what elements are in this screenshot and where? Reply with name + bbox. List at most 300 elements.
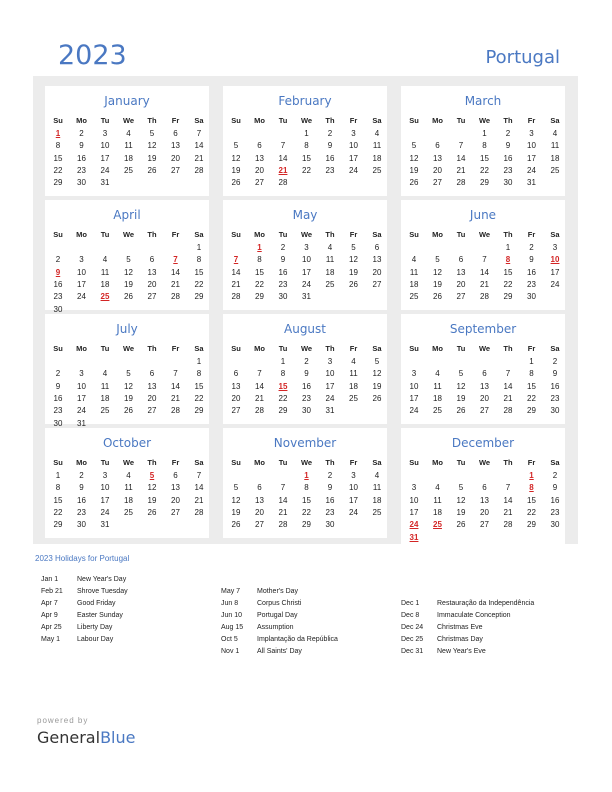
weekday-label: Tu bbox=[456, 230, 466, 239]
day-cell: 3 bbox=[304, 243, 309, 252]
day-cell: 4 bbox=[126, 471, 131, 480]
day-cell: 15 bbox=[194, 267, 204, 277]
day-cell: 28 bbox=[231, 292, 241, 302]
day-cell: 7 bbox=[257, 369, 262, 379]
day-cell: 6 bbox=[149, 369, 155, 379]
day-cell: 27 bbox=[255, 178, 264, 188]
day-cell: 21 bbox=[480, 279, 489, 289]
holiday-date: Apr 9 bbox=[41, 612, 58, 619]
day-cell: 20 bbox=[171, 153, 180, 163]
holiday-row bbox=[401, 600, 534, 607]
holiday-row bbox=[401, 624, 483, 631]
day-cell: 3 bbox=[351, 471, 356, 480]
holiday-day-cell: 1 bbox=[529, 471, 534, 480]
day-cell: 6 bbox=[173, 471, 178, 480]
day-cell: 9 bbox=[55, 381, 61, 391]
day-cell: 10 bbox=[349, 141, 358, 151]
day-cell: 28 bbox=[503, 406, 513, 416]
day-cell: 14 bbox=[255, 381, 264, 391]
weekday-label: Mo bbox=[254, 116, 265, 125]
weekday-label: Sa bbox=[372, 230, 382, 239]
weekday-label: Su bbox=[409, 116, 419, 125]
holiday-day-cell: 7 bbox=[173, 255, 178, 265]
day-cell: 29 bbox=[480, 178, 489, 188]
day-cell: 9 bbox=[327, 141, 333, 151]
day-cell: 28 bbox=[278, 520, 288, 530]
year-title: 2023 bbox=[58, 40, 127, 71]
day-cell: 29 bbox=[503, 292, 513, 302]
day-cell: 2 bbox=[505, 129, 511, 138]
day-cell: 28 bbox=[456, 178, 466, 188]
day-cell: 20 bbox=[372, 267, 382, 277]
day-cell: 21 bbox=[255, 393, 264, 403]
holiday-day-cell: 21 bbox=[278, 165, 288, 175]
holiday-row bbox=[221, 636, 338, 643]
day-cell: 27 bbox=[231, 406, 241, 416]
day-cell: 5 bbox=[374, 357, 380, 366]
day-cell: 9 bbox=[505, 141, 511, 151]
day-cell: 25 bbox=[372, 507, 382, 517]
powered-by-text: powered by bbox=[37, 716, 89, 725]
weekday-label: Sa bbox=[372, 344, 382, 353]
holiday-row bbox=[41, 588, 128, 595]
weekday-label: Mo bbox=[76, 230, 87, 239]
day-cell: 19 bbox=[124, 279, 133, 289]
day-cell: 24 bbox=[100, 165, 110, 175]
day-cell: 5 bbox=[435, 255, 440, 265]
day-cell: 6 bbox=[173, 129, 178, 138]
day-cell: 13 bbox=[255, 153, 264, 163]
day-cell: 20 bbox=[480, 507, 489, 517]
holiday-day-cell: 1 bbox=[304, 471, 309, 480]
weekday-label: Th bbox=[147, 230, 157, 239]
weekday-label: Sa bbox=[372, 116, 382, 125]
day-cell: 11 bbox=[433, 495, 442, 505]
day-cell: 28 bbox=[278, 178, 288, 188]
day-cell: 5 bbox=[458, 483, 464, 493]
day-cell: 9 bbox=[79, 483, 84, 493]
holiday-date: Jun 8 bbox=[221, 600, 239, 607]
weekday-label: Tu bbox=[100, 458, 110, 467]
holiday-name: Corpus Christi bbox=[257, 600, 302, 607]
day-cell: 17 bbox=[325, 381, 335, 391]
day-cell: 24 bbox=[77, 406, 86, 416]
month-april bbox=[45, 200, 209, 314]
weekday-label: Mo bbox=[254, 458, 265, 467]
weekday-label: Th bbox=[503, 116, 513, 125]
day-cell: 10 bbox=[527, 141, 536, 151]
day-cell: 18 bbox=[372, 495, 382, 505]
day-cell: 23 bbox=[325, 165, 335, 175]
day-cell: 8 bbox=[280, 369, 286, 379]
day-cell: 4 bbox=[435, 483, 440, 493]
day-cell: 23 bbox=[77, 165, 86, 175]
holiday-date: Dec 31 bbox=[401, 648, 424, 655]
day-cell: 17 bbox=[100, 495, 110, 505]
day-cell: 19 bbox=[433, 279, 442, 289]
day-cell: 21 bbox=[231, 279, 241, 289]
day-cell: 9 bbox=[304, 369, 309, 379]
day-cell: 25 bbox=[372, 165, 382, 175]
holiday-name: Mother's Day bbox=[257, 588, 299, 595]
day-cell: 21 bbox=[171, 279, 180, 289]
month-february bbox=[223, 86, 387, 196]
day-cell: 16 bbox=[503, 153, 513, 163]
weekday-label: We bbox=[478, 230, 491, 239]
day-cell: 3 bbox=[327, 357, 333, 366]
holiday-day-cell: 8 bbox=[505, 255, 511, 265]
weekday-label: We bbox=[478, 344, 491, 353]
day-cell: 27 bbox=[456, 292, 466, 302]
month-may bbox=[223, 200, 387, 310]
weekday-label: Tu bbox=[278, 116, 288, 125]
day-cell: 20 bbox=[255, 507, 264, 517]
day-cell: 13 bbox=[372, 255, 382, 265]
day-cell: 8 bbox=[304, 483, 309, 493]
holiday-date: May 1 bbox=[41, 636, 61, 643]
holiday-day-cell: 25 bbox=[433, 520, 442, 530]
day-cell: 17 bbox=[302, 267, 311, 277]
day-cell: 22 bbox=[527, 393, 536, 403]
day-cell: 6 bbox=[257, 141, 262, 151]
day-cell: 22 bbox=[53, 165, 63, 175]
day-cell: 30 bbox=[53, 418, 63, 428]
day-cell: 18 bbox=[325, 267, 335, 277]
day-cell: 9 bbox=[552, 483, 558, 493]
day-cell: 23 bbox=[503, 165, 513, 175]
day-cell: 29 bbox=[527, 406, 536, 416]
day-cell: 3 bbox=[79, 255, 84, 265]
day-cell: 16 bbox=[550, 381, 560, 391]
day-cell: 26 bbox=[372, 393, 382, 403]
day-cell: 18 bbox=[124, 495, 133, 505]
day-cell: 25 bbox=[409, 292, 419, 302]
weekday-label: Th bbox=[147, 116, 157, 125]
weekday-label: We bbox=[122, 116, 135, 125]
weekday-label: Tu bbox=[278, 344, 288, 353]
holiday-row bbox=[401, 612, 511, 619]
day-cell: 2 bbox=[327, 129, 333, 138]
day-cell: 6 bbox=[458, 255, 464, 265]
day-cell: 11 bbox=[124, 483, 133, 493]
day-cell: 27 bbox=[171, 507, 180, 517]
day-cell: 22 bbox=[302, 507, 311, 517]
month-title: September bbox=[449, 322, 517, 336]
day-cell: 3 bbox=[102, 471, 108, 480]
day-cell: 2 bbox=[79, 471, 84, 480]
holiday-name: Labour Day bbox=[77, 636, 114, 643]
day-cell: 2 bbox=[327, 471, 333, 480]
month-december bbox=[401, 428, 565, 552]
day-cell: 26 bbox=[433, 292, 442, 302]
weekday-label: Mo bbox=[76, 458, 87, 467]
weekday-label: Su bbox=[409, 458, 419, 467]
day-cell: 23 bbox=[77, 507, 86, 517]
day-cell: 14 bbox=[171, 381, 180, 391]
weekday-label: Sa bbox=[550, 458, 560, 467]
day-cell: 18 bbox=[100, 279, 110, 289]
day-cell: 14 bbox=[171, 267, 180, 277]
holiday-day-cell: 15 bbox=[278, 381, 288, 391]
day-cell: 14 bbox=[278, 495, 288, 505]
day-cell: 8 bbox=[196, 255, 202, 265]
day-cell: 23 bbox=[53, 406, 63, 416]
weekday-label: We bbox=[300, 458, 313, 467]
holiday-row bbox=[41, 636, 113, 643]
holiday-date: Dec 8 bbox=[401, 612, 420, 619]
day-cell: 27 bbox=[480, 520, 489, 530]
day-cell: 12 bbox=[124, 381, 133, 391]
day-cell: 8 bbox=[55, 483, 61, 493]
day-cell: 5 bbox=[351, 243, 356, 252]
weekday-label: Su bbox=[53, 116, 63, 125]
holiday-name: Good Friday bbox=[77, 600, 116, 607]
day-cell: 11 bbox=[409, 267, 419, 277]
day-cell: 9 bbox=[79, 141, 84, 151]
weekday-label: Fr bbox=[171, 116, 180, 125]
weekday-label: Su bbox=[231, 458, 241, 467]
day-cell: 28 bbox=[480, 292, 489, 302]
day-cell: 13 bbox=[480, 495, 489, 505]
day-cell: 12 bbox=[456, 381, 466, 391]
day-cell: 5 bbox=[149, 129, 155, 138]
day-cell: 27 bbox=[255, 520, 264, 530]
country-title: Portugal bbox=[485, 47, 560, 68]
weekday-label: Su bbox=[53, 230, 63, 239]
day-cell: 5 bbox=[458, 369, 464, 379]
day-cell: 11 bbox=[124, 141, 133, 151]
day-cell: 3 bbox=[79, 369, 84, 379]
weekday-label: Fr bbox=[527, 344, 536, 353]
day-cell: 24 bbox=[100, 507, 110, 517]
weekday-label: Su bbox=[231, 116, 241, 125]
day-cell: 22 bbox=[278, 393, 288, 403]
day-cell: 7 bbox=[458, 141, 464, 151]
month-august bbox=[223, 314, 387, 424]
holiday-row bbox=[41, 600, 116, 607]
day-cell: 6 bbox=[482, 483, 487, 493]
day-cell: 2 bbox=[552, 357, 558, 366]
holiday-name: New Year's Day bbox=[77, 576, 127, 583]
day-cell: 19 bbox=[456, 393, 466, 403]
weekday-label: Tu bbox=[100, 344, 110, 353]
day-cell: 7 bbox=[505, 369, 511, 379]
month-july bbox=[45, 314, 209, 428]
day-cell: 23 bbox=[550, 393, 560, 403]
day-cell: 30 bbox=[53, 304, 63, 314]
day-cell: 25 bbox=[325, 279, 335, 289]
day-cell: 30 bbox=[325, 520, 335, 530]
day-cell: 15 bbox=[302, 495, 311, 505]
day-cell: 24 bbox=[409, 406, 419, 416]
weekday-label: Tu bbox=[278, 230, 288, 239]
day-cell: 31 bbox=[302, 292, 311, 302]
day-cell: 2 bbox=[304, 357, 309, 366]
weekday-label: Fr bbox=[527, 458, 536, 467]
weekday-label: Tu bbox=[456, 344, 466, 353]
day-cell: 3 bbox=[351, 129, 356, 138]
holiday-name: Assumption bbox=[257, 624, 294, 631]
weekday-label: Fr bbox=[171, 230, 180, 239]
day-cell: 31 bbox=[77, 418, 86, 428]
day-cell: 2 bbox=[529, 243, 534, 252]
day-cell: 25 bbox=[550, 165, 560, 175]
day-cell: 11 bbox=[433, 381, 442, 391]
day-cell: 13 bbox=[171, 483, 180, 493]
month-title: October bbox=[102, 436, 152, 450]
day-cell: 30 bbox=[527, 292, 536, 302]
day-cell: 28 bbox=[194, 165, 204, 175]
day-cell: 16 bbox=[302, 381, 311, 391]
day-cell: 7 bbox=[280, 483, 286, 493]
day-cell: 14 bbox=[194, 141, 204, 151]
day-cell: 17 bbox=[527, 153, 536, 163]
weekday-label: Sa bbox=[550, 344, 560, 353]
day-cell: 4 bbox=[102, 369, 108, 379]
day-cell: 7 bbox=[505, 483, 511, 493]
day-cell: 1 bbox=[280, 357, 286, 366]
day-cell: 25 bbox=[124, 507, 133, 517]
holiday-name: Immaculate Conception bbox=[437, 612, 511, 619]
day-cell: 15 bbox=[255, 267, 264, 277]
weekday-label: We bbox=[300, 116, 313, 125]
day-cell: 26 bbox=[124, 292, 133, 302]
weekday-label: We bbox=[122, 230, 135, 239]
holiday-row bbox=[41, 624, 112, 631]
day-cell: 3 bbox=[102, 129, 108, 138]
day-cell: 29 bbox=[194, 292, 204, 302]
day-cell: 18 bbox=[409, 279, 419, 289]
day-cell: 13 bbox=[147, 381, 157, 391]
day-cell: 9 bbox=[529, 255, 534, 265]
day-cell: 30 bbox=[278, 292, 288, 302]
holiday-name: Shrove Tuesday bbox=[77, 588, 128, 595]
day-cell: 18 bbox=[100, 393, 110, 403]
day-cell: 7 bbox=[482, 255, 487, 265]
weekday-label: Su bbox=[409, 230, 419, 239]
day-cell: 14 bbox=[503, 381, 513, 391]
weekday-label: Th bbox=[147, 458, 157, 467]
day-cell: 26 bbox=[456, 406, 466, 416]
day-cell: 24 bbox=[349, 165, 358, 175]
day-cell: 6 bbox=[374, 243, 380, 252]
day-cell: 14 bbox=[194, 483, 204, 493]
day-cell: 15 bbox=[194, 381, 204, 391]
holiday-name: All Saints' Day bbox=[257, 648, 302, 655]
month-title: July bbox=[116, 322, 138, 336]
day-cell: 4 bbox=[126, 129, 131, 138]
day-cell: 29 bbox=[278, 406, 288, 416]
weekday-label: Fr bbox=[527, 230, 536, 239]
day-cell: 7 bbox=[196, 129, 202, 138]
day-cell: 31 bbox=[100, 178, 110, 188]
day-cell: 26 bbox=[409, 178, 419, 188]
holiday-day-cell: 1 bbox=[55, 129, 61, 138]
month-title: August bbox=[284, 322, 326, 336]
day-cell: 17 bbox=[77, 393, 86, 403]
day-cell: 6 bbox=[435, 141, 440, 151]
day-cell: 24 bbox=[527, 165, 536, 175]
day-cell: 3 bbox=[529, 129, 534, 138]
day-cell: 26 bbox=[231, 520, 241, 530]
holiday-day-cell: 1 bbox=[257, 243, 262, 252]
day-cell: 21 bbox=[194, 153, 204, 163]
day-cell: 7 bbox=[196, 471, 202, 480]
day-cell: 19 bbox=[349, 267, 358, 277]
brand-name-part-2: Blue bbox=[100, 728, 136, 747]
month-title: December bbox=[451, 436, 515, 450]
weekday-label: Fr bbox=[171, 344, 180, 353]
weekday-label: Sa bbox=[372, 458, 382, 467]
weekday-label: Fr bbox=[171, 458, 180, 467]
holiday-row bbox=[221, 588, 298, 595]
weekday-label: Sa bbox=[194, 230, 204, 239]
day-cell: 5 bbox=[411, 141, 417, 151]
day-cell: 19 bbox=[409, 165, 419, 175]
day-cell: 5 bbox=[233, 483, 239, 493]
day-cell: 28 bbox=[255, 406, 264, 416]
day-cell: 29 bbox=[527, 520, 536, 530]
weekday-label: Mo bbox=[254, 230, 265, 239]
day-cell: 12 bbox=[433, 267, 442, 277]
day-cell: 17 bbox=[409, 507, 419, 517]
day-cell: 17 bbox=[409, 393, 419, 403]
day-cell: 21 bbox=[171, 393, 180, 403]
day-cell: 8 bbox=[196, 369, 202, 379]
day-cell: 18 bbox=[372, 153, 382, 163]
holiday-date: Feb 21 bbox=[41, 588, 63, 595]
day-cell: 9 bbox=[552, 369, 558, 379]
day-cell: 14 bbox=[231, 267, 241, 277]
weekday-label: Tu bbox=[100, 230, 110, 239]
day-cell: 11 bbox=[325, 255, 335, 265]
day-cell: 13 bbox=[147, 267, 157, 277]
day-cell: 26 bbox=[456, 520, 466, 530]
day-cell: 26 bbox=[147, 165, 157, 175]
weekday-label: Mo bbox=[76, 116, 87, 125]
calendar-grid bbox=[33, 76, 578, 544]
day-cell: 28 bbox=[171, 406, 180, 416]
holiday-date: Apr 7 bbox=[41, 600, 58, 607]
day-cell: 16 bbox=[325, 495, 335, 505]
month-title: January bbox=[104, 94, 150, 108]
day-cell: 6 bbox=[233, 369, 239, 379]
weekday-label: We bbox=[300, 344, 313, 353]
day-cell: 2 bbox=[79, 129, 84, 138]
holiday-name: Easter Sunday bbox=[77, 612, 123, 619]
holiday-date: Aug 15 bbox=[221, 624, 244, 631]
weekday-label: Fr bbox=[527, 116, 536, 125]
holiday-day-cell: 5 bbox=[149, 471, 155, 480]
weekday-label: Mo bbox=[254, 344, 265, 353]
day-cell: 5 bbox=[233, 141, 239, 151]
brand-name-part-1: General bbox=[37, 728, 101, 747]
holiday-name: Christmas Day bbox=[437, 636, 483, 643]
day-cell: 22 bbox=[527, 507, 536, 517]
holiday-name: Christmas Eve bbox=[437, 624, 483, 631]
day-cell: 11 bbox=[349, 369, 358, 379]
day-cell: 11 bbox=[100, 381, 110, 391]
day-cell: 1 bbox=[482, 129, 487, 138]
day-cell: 4 bbox=[351, 357, 356, 366]
weekday-label: We bbox=[122, 344, 135, 353]
holiday-row bbox=[41, 576, 126, 583]
day-cell: 14 bbox=[278, 153, 288, 163]
day-cell: 7 bbox=[280, 141, 286, 151]
holiday-date: May 7 bbox=[221, 588, 241, 595]
month-january bbox=[45, 86, 209, 196]
day-cell: 18 bbox=[124, 153, 133, 163]
